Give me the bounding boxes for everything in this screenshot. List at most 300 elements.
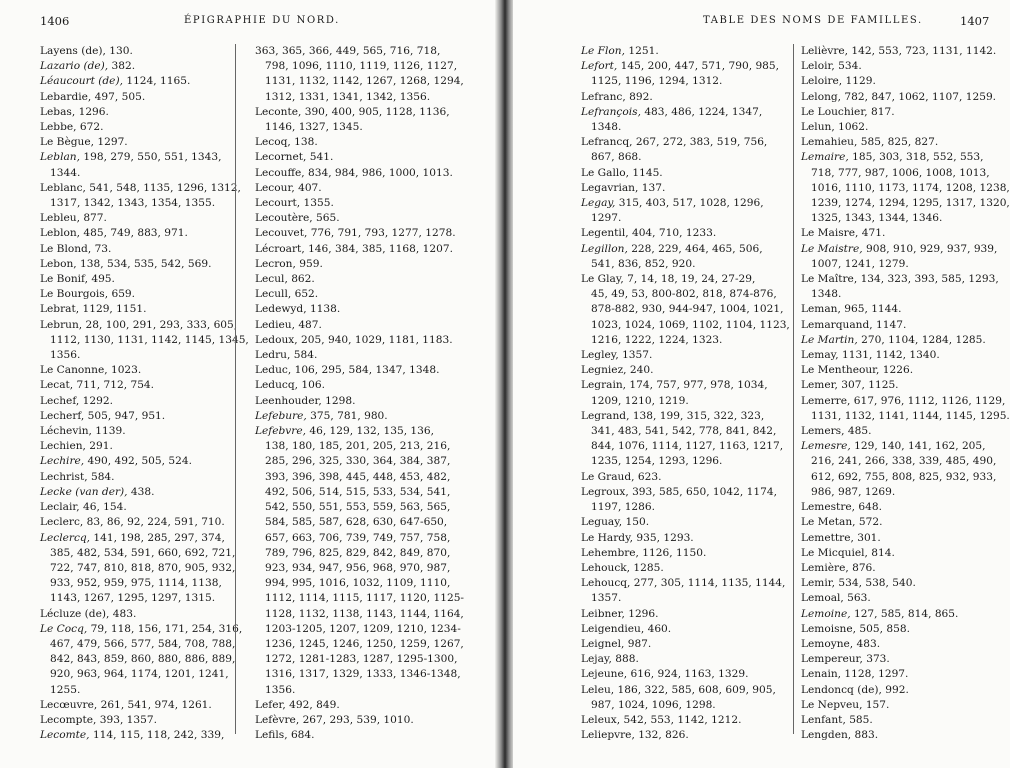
page-references: 659. xyxy=(111,288,136,301)
surname: Leducq, xyxy=(255,379,302,392)
surname: Leconte, xyxy=(255,105,305,118)
surname: Le Flon, xyxy=(581,45,629,57)
surname: Le Metan, xyxy=(801,516,859,529)
right-page xyxy=(513,0,1010,768)
page-references: 485. xyxy=(847,425,872,438)
surname: Legroux, xyxy=(581,485,633,498)
page-references: 867, 868. xyxy=(591,151,642,164)
page-references: 341, 483, 541, 542, 778, 841, 842, xyxy=(591,425,777,438)
page-references: 585, 825, 827. xyxy=(860,136,939,149)
page-references: 216, 241, 266, 338, 339, 485, 490, xyxy=(811,455,997,468)
surname: Lemettre, xyxy=(801,531,858,544)
page-references: 185, 303, 318, 552, 553, xyxy=(852,151,984,164)
page-references: 114, 115, 118, 242, 339, xyxy=(92,729,225,742)
surname: Lefrancq, xyxy=(581,136,636,149)
index-entry xyxy=(801,439,1001,500)
index-entry xyxy=(801,576,1001,591)
page-references: 877. xyxy=(83,212,107,225)
index-entry xyxy=(40,424,228,439)
surname: Lemahieu, xyxy=(801,136,861,149)
page-references: 267, 272, 383, 519, 756, xyxy=(635,136,768,149)
index-entry xyxy=(255,135,455,150)
index-entry xyxy=(581,485,781,515)
index-entry xyxy=(581,470,781,485)
page-references: 585. xyxy=(849,713,873,726)
page-references: 138, 199, 315, 322, 323, xyxy=(632,409,765,422)
index-entry xyxy=(801,74,1001,89)
left-page xyxy=(0,0,497,768)
index-entry xyxy=(255,242,455,257)
index-entry xyxy=(40,454,228,469)
page-references: 1016, 1110, 1173, 1174, 1208, 1238, xyxy=(811,181,1010,194)
index-entry xyxy=(255,196,455,211)
index-entry xyxy=(255,257,455,272)
page-references: 1272, 1281-1283, 1287, 1295-1300, xyxy=(265,653,458,666)
index-entry xyxy=(255,318,455,333)
index-entry xyxy=(581,135,781,165)
surname: Lecoq, xyxy=(255,136,295,149)
page-references: 563. xyxy=(847,592,871,605)
page-references: 1255. xyxy=(50,683,81,696)
surname: Lecat, xyxy=(40,379,77,392)
page-references: 315, 403, 517, 1028, 1296, xyxy=(618,197,764,210)
index-entry xyxy=(255,226,455,241)
page-references: 483. xyxy=(112,607,137,620)
page-references: 1146, 1327, 1345. xyxy=(265,121,363,134)
page-references: 1007, 1241, 1279. xyxy=(811,257,909,270)
page-references: 393, 1357. xyxy=(99,713,158,726)
surname: Le Graud, xyxy=(581,470,638,483)
surname: Le Louchier, xyxy=(801,105,871,118)
page-references: 862. xyxy=(291,273,315,286)
index-entry xyxy=(801,318,1001,333)
index-entry xyxy=(801,150,1010,226)
page-references: 73. xyxy=(94,242,112,255)
page-references: 46, 154. xyxy=(82,501,127,514)
page-references: 684. xyxy=(290,729,315,742)
page-references: 1197, 1286. xyxy=(591,501,656,514)
page-references: 817. xyxy=(870,105,895,118)
page-references: 291. xyxy=(89,440,113,453)
page-references: 186, 322, 585, 608, 609, 905, xyxy=(617,683,776,696)
surname: Lebrat, xyxy=(40,303,83,316)
page-references: 467, 479, 566, 577, 584, 708, 788, xyxy=(50,637,236,650)
index-entry xyxy=(581,546,781,561)
index-entry xyxy=(581,242,781,272)
surname: Le Bonif, xyxy=(40,273,92,286)
page-references: 1129. xyxy=(845,75,876,88)
index-entry xyxy=(801,500,1001,515)
page-references: 789, 796, 825, 829, 842, 849, 870, xyxy=(265,546,451,559)
right-index-column-1 xyxy=(581,44,790,743)
index-entry xyxy=(255,394,455,409)
page-references: 106, 295, 584, 1347, 1348. xyxy=(294,364,440,377)
page-references: 834, 984, 986, 1000, 1013. xyxy=(307,166,453,179)
index-entry xyxy=(801,531,1001,546)
surname: Lebas, xyxy=(40,105,79,118)
surname: Leloire, xyxy=(801,75,846,88)
page-references: 892. xyxy=(629,90,653,103)
surname: Leliepvre, xyxy=(581,729,639,742)
page-references: 541, 548, 1135, 1296, 1312, xyxy=(89,181,241,194)
page-references: 1356. xyxy=(265,683,296,696)
surname: Lechien, xyxy=(40,440,90,453)
page-references: 782, 847, 1062, 1107, 1259. xyxy=(844,90,997,103)
surname: Le Micquiel, xyxy=(801,546,872,559)
index-entry xyxy=(801,59,1001,74)
page-references: 363, 365, 366, 449, 565, 716, 718, xyxy=(255,45,441,57)
page-references: 798, 1096, 1110, 1119, 1126, 1127, xyxy=(265,60,458,73)
page-references: 1112, 1114, 1115, 1117, 1120, 1125- xyxy=(265,592,465,605)
page-references: 138, 180, 185, 201, 205, 213, 216, xyxy=(265,440,451,453)
index-entry xyxy=(801,424,1001,439)
page-references: 623. xyxy=(637,470,662,483)
page-references: 240. xyxy=(629,364,654,377)
page-references: 106. xyxy=(301,379,325,392)
page-references: 277, 305, 1114, 1135, 1144, xyxy=(633,577,786,590)
page-references: 505, 858. xyxy=(859,622,910,635)
surname: Le Bègue, xyxy=(40,136,98,149)
surname: Leman, xyxy=(801,303,845,316)
surname: Lecœuvre, xyxy=(40,698,101,711)
page-references: 1239, 1274, 1294, 1295, 1317, 1320, xyxy=(811,197,1010,210)
page-references: 7, 14, 18, 19, 24, 27-29, xyxy=(627,273,756,286)
index-entry xyxy=(40,318,249,364)
page-references: 129, 140, 141, 162, 205, xyxy=(854,440,986,453)
surname: Leleux, xyxy=(581,713,624,726)
index-entry xyxy=(581,181,781,196)
index-entry xyxy=(581,59,781,89)
surname: Lechrist, xyxy=(40,470,91,483)
index-entry xyxy=(40,698,228,713)
surname: Lecherf, xyxy=(40,409,88,422)
surname: Lecouvet, xyxy=(255,227,311,240)
index-entry xyxy=(581,348,781,363)
page-references: 142, 553, 723, 1131, 1142. xyxy=(851,45,997,57)
surname: Legentil, xyxy=(581,227,632,240)
index-entry xyxy=(801,348,1001,363)
surname: Lebon, xyxy=(40,257,81,270)
page-references: 375, 781, 980. xyxy=(310,409,388,422)
surname: Lemesre, xyxy=(801,440,855,453)
page-references: 1145. xyxy=(632,166,663,179)
index-entry xyxy=(40,242,228,257)
page-references: 1348. xyxy=(591,121,622,134)
surname: Legrand, xyxy=(581,409,633,422)
surname: Lemoal, xyxy=(801,592,848,605)
index-entry xyxy=(40,378,228,393)
page-references: 711, 712, 754. xyxy=(76,379,155,392)
index-entry xyxy=(40,226,228,241)
surname: Lempereur, xyxy=(801,653,867,666)
page-references: 146, 384, 385, 1168, 1207. xyxy=(308,242,453,255)
surname: Lecull, xyxy=(255,288,295,301)
surname: Leclair, xyxy=(40,501,83,514)
index-entry xyxy=(801,622,1001,637)
index-entry xyxy=(801,242,1001,272)
index-entry xyxy=(801,652,1001,667)
surname: Leblan, xyxy=(40,151,84,164)
surname: Léchevin, xyxy=(40,425,96,438)
surname: Lemoine, xyxy=(801,607,854,620)
page-references: 933, 952, 959, 975, 1114, 1138, xyxy=(50,577,222,590)
index-entry xyxy=(581,667,781,682)
page-references: 616, 924, 1163, 1329. xyxy=(630,668,749,681)
page-references: 1285. xyxy=(633,561,664,574)
surname: Le Cocq, xyxy=(40,622,91,635)
surname: Lazario (de), xyxy=(40,60,112,73)
page-references: 393, 396, 398, 445, 448, 453, 482, xyxy=(265,470,451,483)
surname: Le Martin, xyxy=(801,333,862,346)
index-entry xyxy=(40,363,228,378)
index-entry xyxy=(40,500,228,515)
surname: Lehouck, xyxy=(581,561,634,574)
index-entry xyxy=(801,698,1001,713)
surname: Leleu, xyxy=(581,683,618,696)
index-entry xyxy=(40,44,228,59)
page-references: 584. xyxy=(90,470,115,483)
surname: Lecomte, xyxy=(40,729,93,742)
page-references: 393, 585, 650, 1042, 1174, xyxy=(632,485,777,498)
index-entry xyxy=(255,105,455,135)
index-entry xyxy=(255,181,455,196)
surname: Legniez, xyxy=(581,364,630,377)
surname: Léaucourt (de), xyxy=(40,75,127,88)
page-references: 994, 995, 1016, 1032, 1109, 1110, xyxy=(265,577,451,590)
surname: Lecornet, xyxy=(255,151,310,164)
page-references: 134, 323, 393, 585, 1293, xyxy=(860,273,999,286)
surname: Lefèvre, xyxy=(255,713,303,726)
page-references: 1357. xyxy=(622,349,653,362)
page-references: 127, 585, 814, 865. xyxy=(853,607,959,620)
surname: Lemestre, xyxy=(801,501,859,514)
page-references: 672. xyxy=(79,121,104,134)
page-references: 438. xyxy=(130,485,155,498)
page-references: 992. xyxy=(885,683,909,696)
index-entry xyxy=(581,378,781,408)
index-entry xyxy=(255,713,455,728)
page-references: 923, 934, 947, 956, 968, 970, 987, xyxy=(265,561,451,574)
index-entry xyxy=(40,181,241,211)
surname: Lechire, xyxy=(40,455,88,468)
column-divider xyxy=(235,44,236,734)
page-references: 617, 976, 1112, 1126, 1129, xyxy=(853,394,1006,407)
surname: Lécroart, xyxy=(255,242,309,255)
page-references: 79, 118, 156, 171, 254, 316, xyxy=(90,622,243,635)
surname: Lebbe, xyxy=(40,121,80,134)
page-references: 876. xyxy=(852,561,876,574)
page-references: 390, 400, 905, 1128, 1136, xyxy=(304,105,450,118)
index-entry xyxy=(581,652,781,667)
index-entry xyxy=(40,90,228,105)
page-references: 1357. xyxy=(591,592,622,605)
index-entry xyxy=(255,409,455,424)
index-entry xyxy=(801,226,1001,241)
page-references: 584. xyxy=(293,349,318,362)
index-entry xyxy=(801,378,1001,393)
index-entry xyxy=(40,439,228,454)
surname: Lehoucq, xyxy=(581,577,634,590)
index-entry xyxy=(255,698,455,713)
left-running-title: ÉPIGRAPHIE DU NORD. xyxy=(184,15,340,26)
page-references: 542, 550, 551, 553, 559, 563, 565, xyxy=(265,501,451,514)
index-entry xyxy=(581,561,781,576)
page-references: 132, 826. xyxy=(638,729,689,742)
index-entry xyxy=(255,728,455,743)
page-references: 542, 553, 1142, 1212. xyxy=(623,713,742,726)
page-references: 1216, 1222, 1224, 1323. xyxy=(591,333,723,346)
index-entry xyxy=(801,637,1001,652)
page-references: 130. xyxy=(109,45,133,57)
page-references: 1355. xyxy=(303,197,334,210)
page-references: 137. xyxy=(641,181,666,194)
page-references: 718, 777, 987, 1006, 1008, 1013, xyxy=(811,166,990,179)
surname: Lecourt, xyxy=(255,197,304,210)
page-references: 45, 49, 53, 800-802, 818, 874-876, xyxy=(591,288,777,301)
page-references: 584, 585, 587, 628, 630, 647-650, xyxy=(265,516,448,529)
surname: Leblanc, xyxy=(40,181,90,194)
surname: Legillon, xyxy=(581,242,632,255)
page-references: 471. xyxy=(861,227,886,240)
surname: Legay, xyxy=(581,197,619,210)
surname: Lefer, xyxy=(255,698,290,711)
index-entry xyxy=(40,135,228,150)
surname: Legley, xyxy=(581,349,623,362)
index-entry xyxy=(801,713,1001,728)
surname: Layens (de), xyxy=(40,45,110,57)
index-entry xyxy=(801,333,1001,348)
index-entry xyxy=(801,394,1010,424)
index-entry xyxy=(40,302,228,317)
page-references: 878-882, 930, 944-947, 1004, 1021, xyxy=(591,303,784,316)
page-references: 814. xyxy=(871,546,895,559)
page-references: 145, 200, 447, 571, 790, 985, xyxy=(620,60,780,73)
page-references: 404, 710, 1233. xyxy=(631,227,717,240)
index-entry xyxy=(581,272,790,348)
page-references: 1312, 1331, 1341, 1342, 1356. xyxy=(265,90,431,103)
surname: Lefebvre, xyxy=(255,425,310,438)
index-entry xyxy=(40,470,228,485)
surname: Lecul, xyxy=(255,273,292,286)
page-references: 1023, 1024, 1069, 1102, 1104, 1123, xyxy=(591,318,790,331)
page-references: 1023. xyxy=(110,364,142,377)
page-references: 1297. xyxy=(97,136,128,149)
surname: Lefils, xyxy=(255,729,291,742)
page-references: 138, 534, 535, 542, 569. xyxy=(80,257,212,270)
page-references: 935, 1293. xyxy=(636,531,694,544)
page-references: 205, 940, 1029, 1181, 1183. xyxy=(301,333,453,346)
surname: Lefrançois, xyxy=(581,105,645,118)
surname: Lefort, xyxy=(581,60,621,73)
surname: Leibner, xyxy=(581,607,629,620)
surname: Ledewyd, xyxy=(255,303,310,316)
right-running-title: TABLE DES NOMS DE FAMILLES. xyxy=(703,15,923,26)
page-references: 1344. xyxy=(50,166,81,179)
index-entry xyxy=(255,166,455,181)
surname: Le Mentheour, xyxy=(801,364,883,377)
index-entry xyxy=(40,105,228,120)
surname: Lemir, xyxy=(801,577,839,590)
surname: Legavrian, xyxy=(581,181,642,194)
index-entry xyxy=(581,607,781,622)
surname: Lemerre, xyxy=(801,394,854,407)
index-entry xyxy=(255,211,455,226)
index-entry xyxy=(581,515,781,530)
surname: Legrain, xyxy=(581,379,630,392)
page-references: 883. xyxy=(854,729,879,742)
index-entry xyxy=(255,348,455,363)
surname: Lenfant, xyxy=(801,713,850,726)
index-entry xyxy=(801,561,1001,576)
surname: Le Nepveu, xyxy=(801,698,866,711)
index-entry xyxy=(801,546,1001,561)
page-references: 1112, 1130, 1131, 1142, 1145, 1345, xyxy=(50,333,249,346)
surname: Lemoyne, xyxy=(801,637,857,650)
index-entry xyxy=(40,59,228,74)
page-references: 83, 86, 92, 224, 591, 710. xyxy=(86,516,225,529)
page-references: 1124, 1165. xyxy=(126,75,191,88)
index-entry xyxy=(801,667,1001,682)
page-references: 1325, 1343, 1344, 1346. xyxy=(811,212,943,225)
left-page-number: 1406 xyxy=(40,14,70,28)
surname: Leloir, xyxy=(801,60,839,73)
page-references: 382. xyxy=(111,60,136,73)
surname: Lemay, xyxy=(801,349,842,362)
page-references: 987, 1024, 1096, 1298. xyxy=(591,698,716,711)
page-references: 986, 987, 1269. xyxy=(811,485,896,498)
surname: Lehembre, xyxy=(581,546,643,559)
page-references: 483, 486, 1224, 1347, xyxy=(644,105,763,118)
index-entry xyxy=(581,576,786,606)
index-entry xyxy=(40,485,228,500)
page-references: 490, 492, 505, 524. xyxy=(87,455,192,468)
page-references: 1251. xyxy=(628,45,659,57)
index-entry xyxy=(801,302,1001,317)
page-references: 1235, 1254, 1293, 1296. xyxy=(591,455,723,468)
page-references: 505, 947, 951. xyxy=(87,409,166,422)
surname: Ledoux, xyxy=(255,333,301,346)
surname: Lecron, xyxy=(255,257,300,270)
index-entry xyxy=(581,166,781,181)
index-entry xyxy=(801,135,1001,150)
index-entry xyxy=(801,105,1001,120)
page-references: 1131, 1132, 1141, 1144, 1145, 1295. xyxy=(811,409,1010,422)
surname: Lemer, xyxy=(801,379,842,392)
page-references: 1209, 1210, 1219. xyxy=(591,394,689,407)
page-references: 1131, 1142, 1340. xyxy=(841,349,940,362)
page-references: 270, 1104, 1284, 1285. xyxy=(861,333,986,346)
surname: Lebardie, xyxy=(40,90,95,103)
surname: Lejeune, xyxy=(581,668,631,681)
page-references: 174, 757, 977, 978, 1034, xyxy=(629,379,768,392)
page-references: 1356. xyxy=(50,349,81,362)
index-entry xyxy=(801,120,1001,135)
index-entry xyxy=(40,728,228,743)
surname: Leclerc, xyxy=(40,516,87,529)
surname: Lemaire, xyxy=(801,151,853,164)
page-references: 1129, 1151. xyxy=(82,303,147,316)
page-references: 652. xyxy=(294,288,319,301)
surname: Lelièvre, xyxy=(801,45,852,57)
page-references: 1203-1205, 1207, 1209, 1210, 1234- xyxy=(265,622,461,635)
surname: Lecour, xyxy=(255,181,299,194)
page-references: 541, 836, 852, 920. xyxy=(591,257,696,270)
index-entry xyxy=(40,394,228,409)
index-entry xyxy=(581,728,781,743)
index-entry xyxy=(801,607,1001,622)
page-references: 460. xyxy=(647,622,672,635)
surname: Lecouffe, xyxy=(255,166,308,179)
